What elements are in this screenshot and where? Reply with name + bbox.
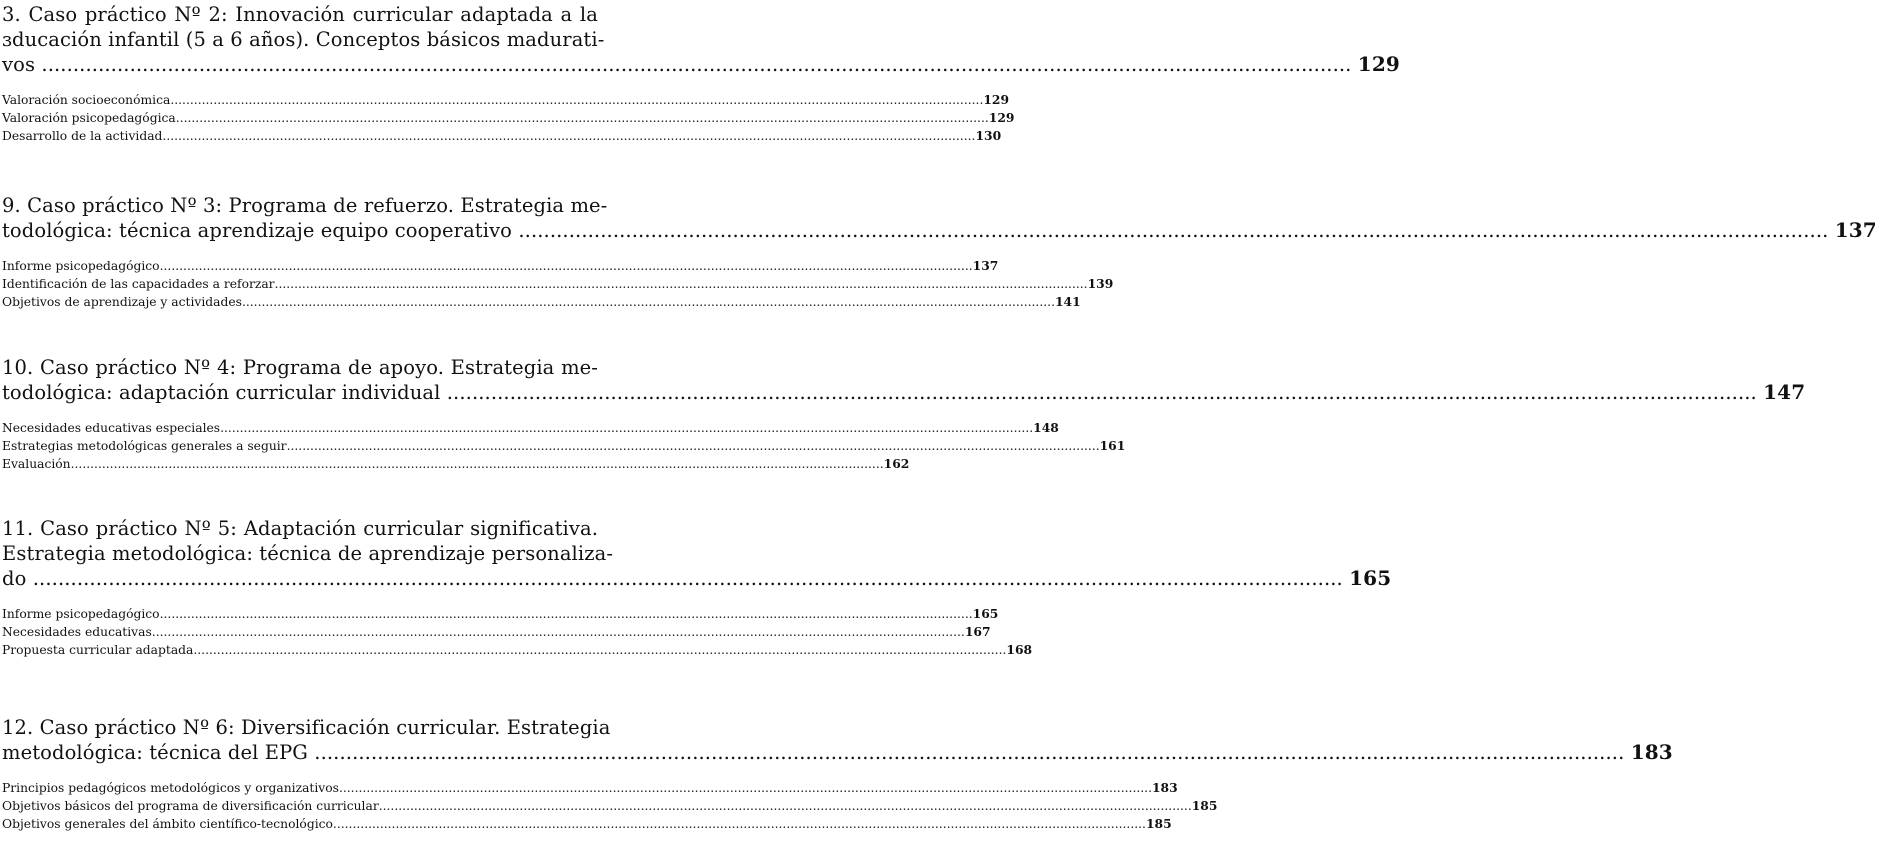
dot-leader [160, 257, 973, 275]
section-list [2, 779, 1218, 833]
section-page-number: 183 [1152, 780, 1178, 795]
section-page-number: 129 [983, 92, 1010, 107]
section-title: Identificación de las capacidades a reforzar [2, 277, 275, 291]
section-entry [2, 109, 1015, 127]
section-entry [2, 797, 1218, 815]
chapter-title-last-line [2, 566, 1392, 591]
chapter-title-text: todológica: adaptación curricular individual [2, 381, 441, 404]
dot-leader [33, 567, 1343, 590]
dot-leader [447, 381, 1757, 404]
section-page-number: 185 [1145, 816, 1172, 831]
section-page-number: 162 [883, 456, 910, 471]
chapter-title-line: 11. Caso práctico Nº 5: Adaptación curricular significativa. [2, 517, 598, 540]
section-page-number: 141 [1054, 294, 1081, 309]
chapter-title-last-line [2, 380, 1806, 405]
section-entry [2, 605, 999, 623]
chapter-heading [2, 193, 1877, 243]
section-entry [2, 455, 910, 473]
toc-chapter [2, 516, 1392, 659]
section-list [2, 257, 1114, 311]
section-entry [2, 815, 1172, 833]
chapter-heading [2, 516, 1392, 591]
dot-leader [41, 53, 1351, 76]
chapter-heading [2, 2, 1400, 77]
chapter-title-line: 3. Caso práctico Nº 2: Innovación curricular adaptada a la [2, 3, 598, 26]
section-page-number: 161 [1099, 438, 1126, 453]
section-title: Propuesta curricular adaptada [2, 643, 194, 657]
chapter-title-text: todológica: técnica aprendizaje equipo cooperativo [2, 219, 513, 242]
section-entry [2, 257, 999, 275]
section-list [2, 91, 1015, 145]
chapter-title-line: Estrategia metodológica: técnica de aprendizaje personaliza- [2, 542, 614, 565]
chapter-title-line: 10. Caso práctico Nº 4: Programa de apoyo. Estrategia me- [2, 356, 598, 379]
section-entry [2, 91, 1010, 109]
chapter-title-last-line [2, 218, 1877, 243]
chapter-title-line: ɜducación infantil (5 a 6 años). Conceptos básicos madurati- [2, 28, 605, 51]
section-title: Necesidades educativas especiales [2, 421, 221, 435]
chapter-title-text: metodológica: técnica del EPG [2, 741, 308, 764]
chapter-page-number: 183 [1630, 740, 1673, 764]
chapter-page-number: 147 [1763, 380, 1806, 404]
dot-leader [160, 605, 973, 623]
section-entry [2, 419, 1059, 437]
dot-leader [152, 623, 965, 641]
dot-leader [220, 419, 1033, 437]
dot-leader [242, 293, 1055, 311]
section-title: Desarrollo de la actividad [2, 129, 163, 143]
section-title: Evaluación [2, 457, 71, 471]
section-entry [2, 275, 1114, 293]
section-title: Objetivos de aprendizaje y actividades [2, 295, 242, 309]
toc-chapter [2, 355, 1806, 473]
section-page-number: 185 [1191, 798, 1218, 813]
dot-leader [193, 641, 1006, 659]
chapter-title-line: 9. Caso práctico Nº 3: Programa de refuerzo. Estrategia me- [2, 194, 608, 217]
toc-chapter [2, 715, 1673, 833]
section-entry [2, 623, 991, 641]
section-page-number: 165 [972, 606, 999, 621]
section-page-number: 139 [1087, 276, 1114, 291]
section-page-number: 168 [1006, 642, 1033, 657]
dot-leader [71, 455, 884, 473]
section-title: Objetivos básicos del programa de diversificación curricular [2, 799, 379, 813]
dot-leader [287, 437, 1100, 455]
chapter-page-number: 129 [1357, 52, 1400, 76]
dot-leader [162, 127, 975, 145]
section-list [2, 605, 1033, 659]
chapter-heading [2, 355, 1806, 405]
section-title: Estrategias metodológicas generales a seguir [2, 439, 287, 453]
dot-leader [170, 91, 983, 109]
dot-leader [379, 797, 1192, 815]
chapter-title-text: do [2, 567, 27, 590]
chapter-heading [2, 715, 1673, 765]
section-entry [2, 641, 1033, 659]
dot-leader [314, 741, 1624, 764]
dot-leader [339, 779, 1152, 797]
toc-chapter [2, 193, 1877, 311]
section-page-number: 137 [972, 258, 999, 273]
section-entry [2, 437, 1126, 455]
section-entry [2, 127, 1002, 145]
section-title: Informe psicopedagógico [2, 259, 160, 273]
chapter-title-last-line [2, 52, 1400, 77]
section-entry [2, 293, 1081, 311]
section-title: Valoración socioeconómica [2, 93, 171, 107]
section-title: Informe psicopedagógico [2, 607, 160, 621]
chapter-title-last-line [2, 740, 1673, 765]
section-title: Principios pedagógicos metodológicos y organizativos [2, 781, 339, 795]
section-page-number: 129 [988, 110, 1015, 125]
chapter-title-line: 12. Caso práctico Nº 6: Diversificación curricular. Estrategia [2, 716, 611, 739]
chapter-page-number: 137 [1834, 218, 1877, 242]
section-title: Objetivos generales del ámbito científico-tecnológico [2, 817, 333, 831]
section-page-number: 148 [1033, 420, 1059, 435]
dot-leader [176, 109, 989, 127]
section-title: Necesidades educativas [2, 625, 152, 639]
section-page-number: 167 [964, 624, 991, 639]
section-list [2, 419, 1126, 473]
dot-leader [333, 815, 1146, 833]
chapter-title-text: vos [2, 53, 36, 76]
dot-leader [518, 219, 1828, 242]
dot-leader [275, 275, 1088, 293]
toc-chapter [2, 2, 1400, 145]
section-page-number: 130 [975, 128, 1002, 143]
section-title: Valoración psicopedagógica [2, 111, 176, 125]
section-entry [2, 779, 1178, 797]
chapter-page-number: 165 [1349, 566, 1392, 590]
